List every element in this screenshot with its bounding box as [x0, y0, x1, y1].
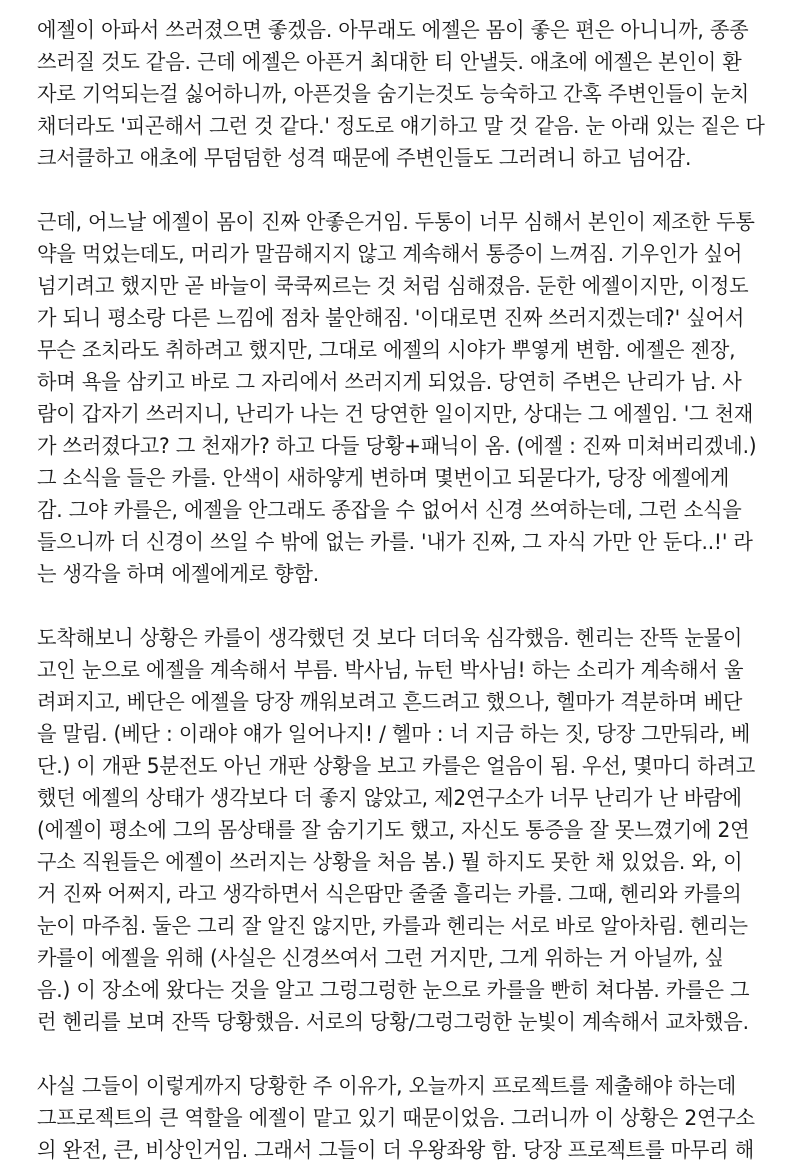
text-line: 을 말림. (베단 : 이래야 얘가 일어나지! / 헬마 : 너 지금 하는 짓, 당장 그만둬라, 베 [37, 722, 751, 746]
text-line: 음.) 이 장소에 왔다는 것을 알고 그렁그렁한 눈으로 카를을 빤히 쳐다봄. 카를은 그 [37, 978, 750, 1002]
paragraph-4 [37, 1070, 800, 1166]
text-line: 단.) 이 개판 5분전도 아닌 개판 상황을 보고 카를은 얼음이 됨. 우선, 몇마디 하려고 [37, 754, 756, 778]
text-line: 넘기려고 했지만 곧 바늘이 쿡쿡찌르는 것 처럼 심해졌음. 둔한 에젤이지만, 이정도 [37, 274, 749, 298]
paragraph-2 [37, 206, 800, 590]
text-line: 려퍼지고, 베단은 에젤을 당장 깨워보려고 흔드려고 했으나, 헬마가 격분하며 베단 [37, 690, 743, 714]
text-line: 채더라도 '피곤해서 그런 것 같다.' 정도로 얘기하고 말 것 같음. 눈 아래 있는 짙은 다 [37, 114, 765, 138]
text-line: 가 되니 평소랑 다른 느낌에 점차 불안해짐. '이대로면 진짜 쓰러지겠는데?' 싶어서 [37, 306, 745, 330]
text-line: 의 완전, 큰, 비상인거임. 그래서 그들이 더 우왕좌왕 함. 당장 프로젝트를 마무리 해 [37, 1138, 755, 1162]
text-line: 무슨 조치라도 취하려고 했지만, 그대로 에젤의 시야가 뿌옇게 변함. 에젤은 젠장, [37, 338, 736, 362]
text-line: 들으니까 더 신경이 쓰일 수 밖에 없는 카를. '내가 진짜, 그 자식 가만 안 둔다..!' 라 [37, 530, 753, 554]
text-line: 거 진짜 어쩌지, 라고 생각하면서 식은땀만 줄줄 흘리는 카를. 그때, 헨리와 카를의 [37, 882, 742, 906]
text-line: 근데, 어느날 에젤이 몸이 진짜 안좋은거임. 두통이 너무 심해서 본인이 제조한 두통 [37, 210, 755, 234]
text-line: 감. 그야 카를은, 에젤을 안그래도 종잡을 수 없어서 신경 쓰여하는데, 그런 소식을 [37, 498, 742, 522]
paragraph-1 [37, 14, 800, 174]
text-line: 고인 눈으로 에젤을 계속해서 부름. 박사님, 뉴턴 박사님! 하는 소리가 계속해서 울 [37, 658, 744, 682]
paragraph-3 [37, 622, 800, 1038]
text-line: 그프로젝트의 큰 역할을 에젤이 맡고 있기 때문이었음. 그러니까 이 상황은 2연구소 [37, 1106, 755, 1130]
text-line: (에젤이 평소에 그의 몸상태를 잘 숨기기도 했고, 자신도 통증을 잘 못느꼈기에 2연 [37, 818, 750, 842]
text-line: 런 헨리를 보며 잔뜩 당황했음. 서로의 당황/그렁그렁한 눈빛이 계속해서 교차했음. [37, 1010, 749, 1034]
text-line: 람이 갑자기 쓰러지니, 난리가 나는 건 당연한 일이지만, 상대는 그 에젤임. '그 천재 [37, 402, 754, 426]
text-line: 는 생각을 하며 에젤에게로 향함. [37, 562, 319, 586]
text-line: 도착해보니 상황은 카를이 생각했던 것 보다 더더욱 심각했음. 헨리는 잔뜩 눈물이 [37, 626, 743, 650]
text-line: 약을 먹었는데도, 머리가 말끔해지지 않고 계속해서 통증이 느껴짐. 기우인가 싶어 [37, 242, 743, 266]
text-line: 사실 그들이 이렇게까지 당황한 주 이유가, 오늘까지 프로젝트를 제출해야 하는데 [37, 1074, 736, 1098]
text-line: 카를이 에젤을 위해 (사실은 신경쓰여서 그런 거지만, 그게 위하는 거 아닐까, 싶 [37, 946, 724, 970]
text-line: 크서클하고 애초에 무덤덤한 성격 때문에 주변인들도 그러려니 하고 넘어감. [37, 146, 692, 170]
text-line: 가 쓰러졌다고? 그 천재가? 하고 다들 당황+패닉이 옴. (에젤 : 진짜 미쳐버리겠네.) [37, 434, 757, 458]
text-line: 그 소식을 들은 카를. 안색이 새하얗게 변하며 몇번이고 되묻다가, 당장 에젤에게 [37, 466, 730, 490]
text-line: 자로 기억되는걸 싫어하니까, 아픈것을 숨기는것도 능숙하고 간혹 주변인들이 눈치 [37, 82, 750, 106]
text-line: 하며 욕을 삼키고 바로 그 자리에서 쓰러지게 되었음. 당연히 주변은 난리가 남. 사 [37, 370, 742, 394]
text-line: 에젤이 아파서 쓰러졌으면 좋겠음. 아무래도 에젤은 몸이 좋은 편은 아니니까, 종종 [37, 18, 749, 42]
text-line: 구소 직원들은 에젤이 쓰러지는 상황을 처음 봄.) 뭘 하지도 못한 채 있었음. 와, 이 [37, 850, 743, 874]
text-line: 했던 에젤의 상태가 생각보다 더 좋지 않았고, 제2연구소가 너무 난리가 난 바람에 [37, 786, 742, 810]
text-line: 눈이 마주침. 둘은 그리 잘 알진 않지만, 카를과 헨리는 서로 바로 알아차림. 헨리는 [37, 914, 748, 938]
text-line: 쓰러질 것도 같음. 근데 에젤은 아픈거 최대한 티 안낼듯. 애초에 에젤은 본인이 환 [37, 50, 742, 74]
